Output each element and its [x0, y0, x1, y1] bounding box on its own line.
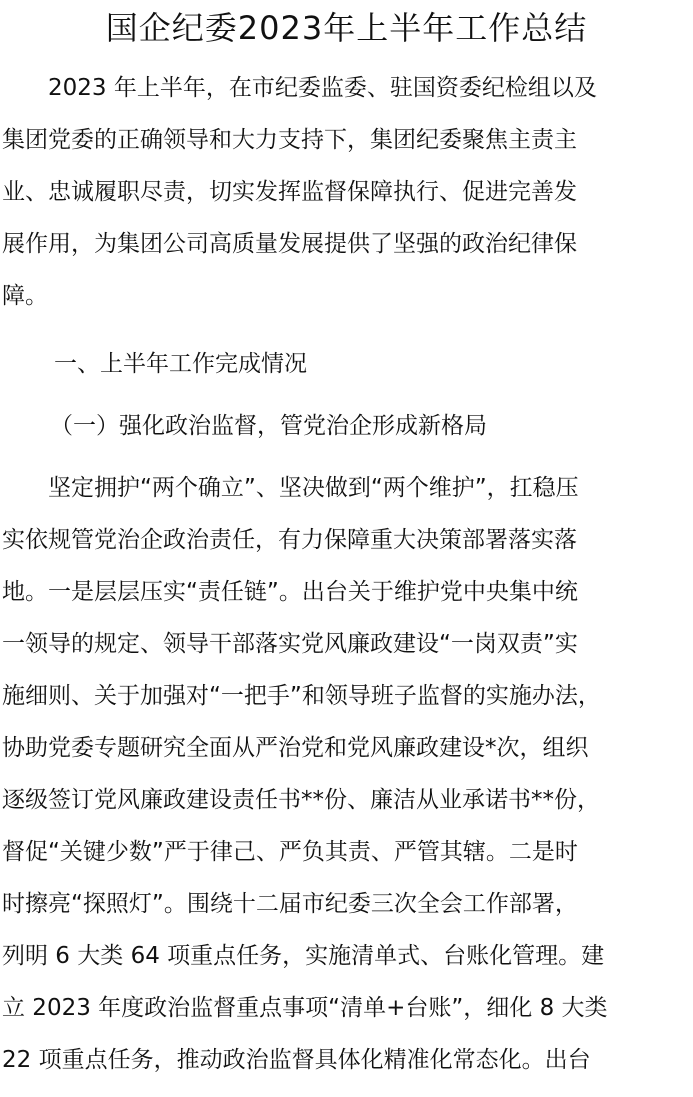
body-line: 立 2023 年度政治监督重点事项“清单+台账”，细化 8 大类 — [2, 995, 608, 1021]
body-line: 坚定拥护“两个确立”、坚决做到“两个维护”，扛稳压 — [48, 475, 579, 501]
intro-line: 2023 年上半年，在市纪委监委、驻国资委纪检组以及 — [48, 75, 597, 101]
intro-line: 集团党委的正确领导和大力支持下，集团纪委聚焦主责主 — [2, 127, 577, 153]
document-title: 国企纪委2023年上半年工作总结 — [105, 9, 588, 47]
body-line: 施细则、关于加强对“一把手”和领导班子监督的实施办法， — [2, 683, 601, 709]
body-line: 22 项重点任务，推动政治监督具体化精准化常态化。出台 — [2, 1047, 591, 1073]
intro-line: 展作用，为集团公司高质量发展提供了坚强的政治纪律保 — [2, 231, 577, 257]
body-line: 列明 6 大类 64 项重点任务，实施清单式、台账化管理。建 — [2, 943, 605, 969]
body-line: 一领导的规定、领导干部落实党风廉政建设“一岗双责”实 — [2, 631, 578, 657]
intro-line: 业、忠诚履职尽责，切实发挥监督保障执行、促进完善发 — [2, 179, 577, 205]
intro-paragraph — [0, 62, 693, 322]
section-heading: 一、上半年工作完成情况 — [54, 351, 307, 377]
body-line: 地。一是层层压实“责任链”。出台关于维护党中央集中统 — [2, 579, 578, 605]
intro-line: 障。 — [2, 283, 48, 309]
subsection-heading: （一）强化政治监督，管党治企形成新格局 — [50, 413, 487, 439]
body-line: 实依规管党治企政治责任，有力保障重大决策部署落实落 — [2, 527, 577, 553]
body-line: 逐级签订党风廉政建设责任书**份、廉洁从业承诺书**份， — [2, 787, 600, 813]
body-line: 协助党委专题研究全面从严治党和党风廉政建设*次，组织 — [2, 735, 589, 761]
body-line: 时擦亮“探照灯”。围绕十二届市纪委三次全会工作部署， — [2, 891, 578, 917]
body-line: 督促“关键少数”严于律己、严负其责、严管其辖。二是时 — [2, 839, 578, 865]
body-paragraph — [0, 462, 693, 1086]
